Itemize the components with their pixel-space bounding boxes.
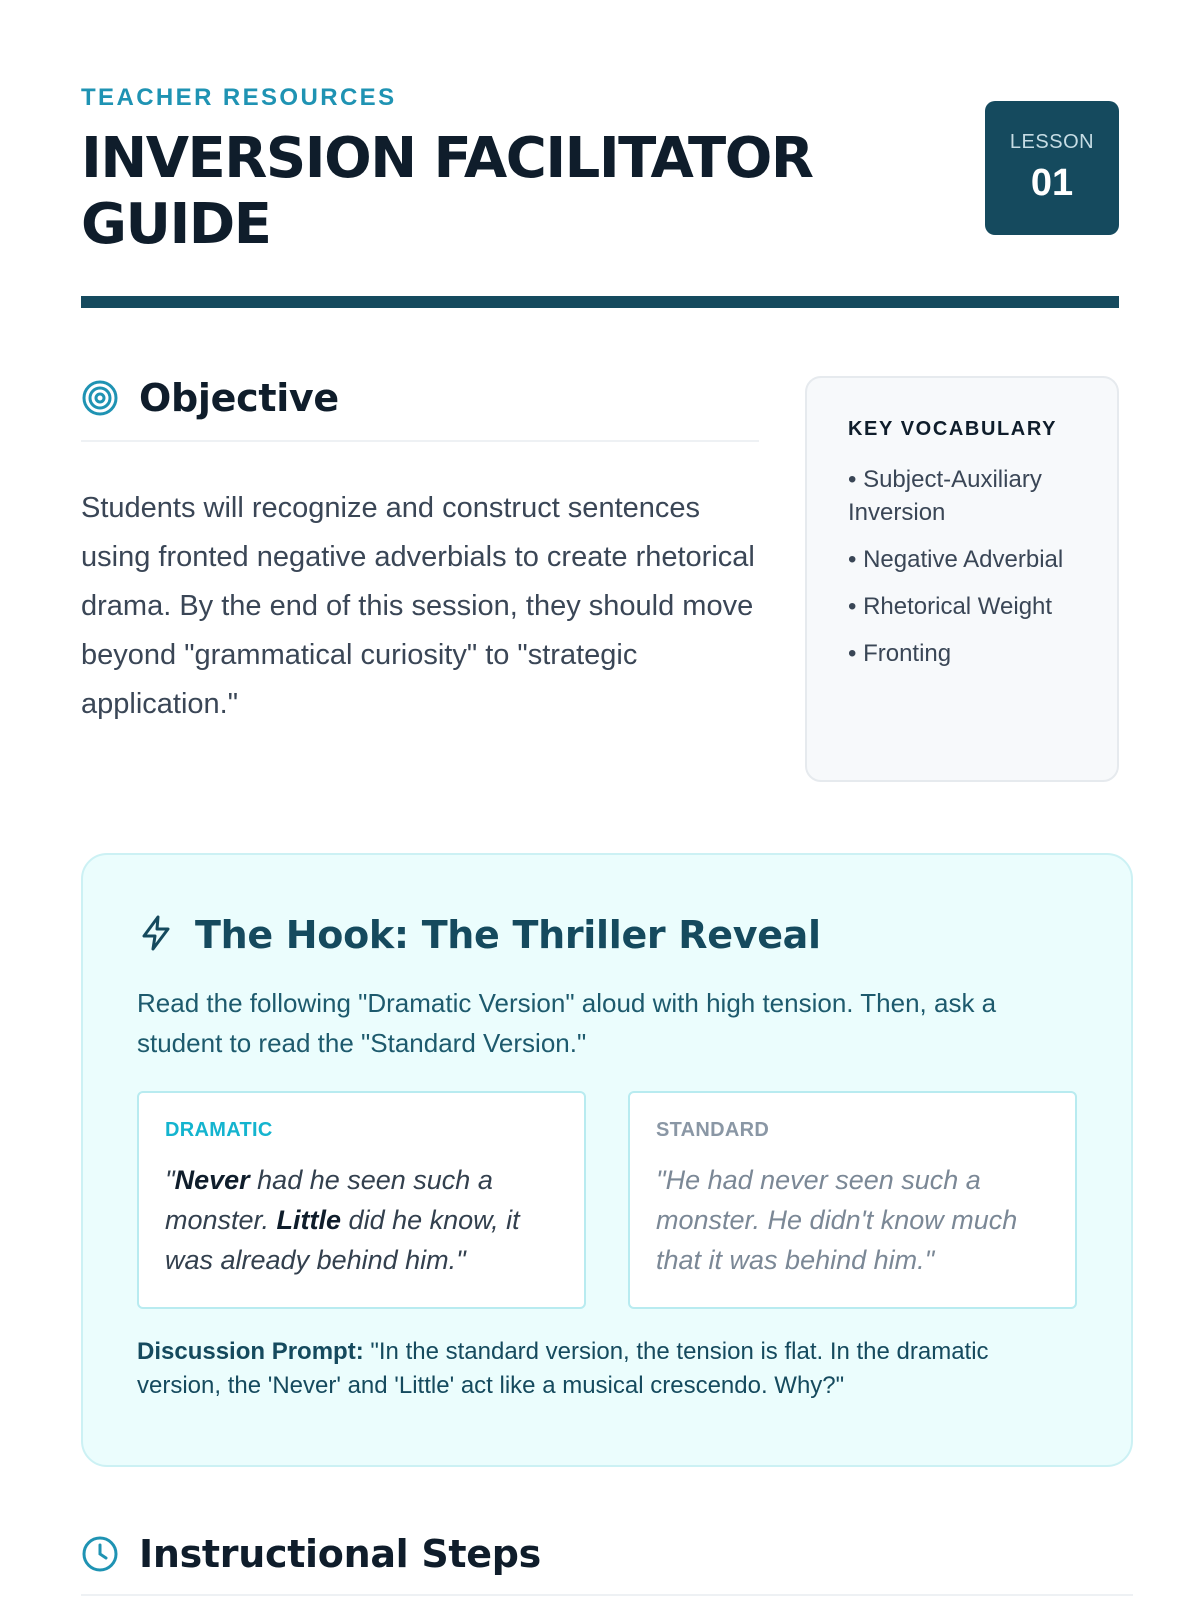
page-title: INVERSION FACILITATOR GUIDE [81, 126, 813, 257]
lesson-label: LESSON [1009, 131, 1095, 153]
instructional-steps-section [81, 1532, 1133, 1596]
discussion-prompt-label: Discussion Prompt: [137, 1338, 364, 1365]
lesson-number: 01 [1030, 162, 1074, 204]
objective-heading [81, 376, 759, 442]
hook-heading [137, 913, 1077, 957]
vocabulary-item: • Subject-Auxiliary Inversion [848, 466, 1042, 526]
dramatic-quote: "Never had he seen such a monster. Little did he know, it was already behind him." [165, 1165, 520, 1275]
dramatic-label: DRAMATIC [165, 1119, 273, 1141]
vocabulary-title: KEY VOCABULARY [848, 418, 1058, 440]
standard-quote: "He had never seen such a monster. He didn't know much that it was behind him." [656, 1165, 1018, 1275]
eyebrow-label: TEACHER RESOURCES [81, 84, 397, 111]
objective-title: Objective [139, 376, 339, 420]
hook-intro: Read the following "Dramatic Version" aloud with high tension. Then, ask a student to read the "Standard Version." [137, 988, 997, 1058]
hook-title: The Hook: The Thriller Reveal [195, 913, 821, 957]
version-comparison [137, 1091, 1077, 1309]
header-divider [81, 296, 1119, 308]
vocabulary-item: • Rhetorical Weight [848, 593, 1053, 620]
objective-section [81, 376, 759, 729]
lesson-badge [985, 101, 1119, 235]
lightning-icon [137, 914, 175, 957]
hook-section [81, 853, 1133, 1467]
objective-row [81, 308, 1119, 788]
objective-text: Students will recognize and construct sentences using fronted negative adverbials to create rhetorical drama. By the end of this session, they should move beyond "grammatical curiosity" to "strategic application." [81, 492, 755, 720]
steps-title: Instructional Steps [139, 1532, 541, 1576]
key-vocabulary-box [805, 376, 1119, 782]
vocabulary-item: • Negative Adverbial [848, 546, 1064, 573]
vocabulary-list [848, 463, 1077, 670]
steps-heading [81, 1532, 1133, 1596]
dramatic-card [137, 1091, 586, 1309]
clock-icon [81, 1535, 119, 1573]
discussion-prompt-text: "In the standard version, the tension is flat. In the dramatic version, the 'Never' and 'Little' act like a musical crescendo. Why?" [137, 1338, 989, 1399]
discussion-prompt [137, 1335, 1077, 1403]
target-icon [81, 379, 119, 417]
standard-label: STANDARD [656, 1119, 770, 1141]
vocabulary-item: • Fronting [848, 640, 952, 667]
standard-card [628, 1091, 1077, 1309]
page-header [81, 0, 1119, 308]
